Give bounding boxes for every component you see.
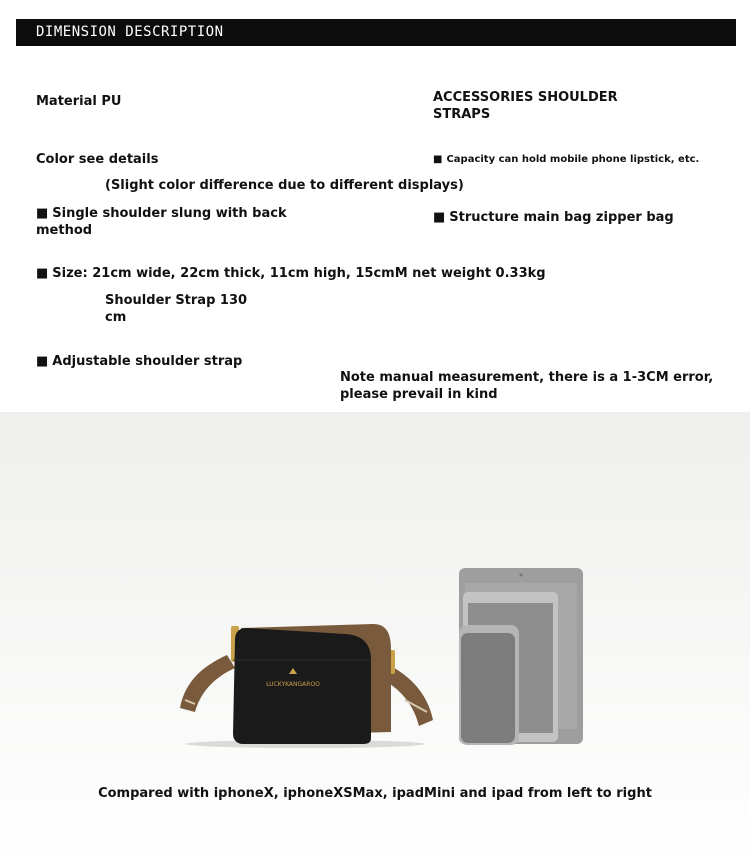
spec-capacity: ■ Capacity can hold mobile phone lipstick, etc. [433,154,699,165]
device-comparison-image [455,565,590,750]
spec-note: Note manual measurement, there is a 1-3CM error, please prevail in kind [340,370,714,402]
header-bar [16,19,736,46]
spec-color-note: (Slight color difference due to different displays) [105,178,464,193]
spec-size: ■ Size: 21cm wide, 22cm thick, 11cm high, 15cmM net weight 0.33kg [36,266,546,281]
spec-structure: ■ Structure main bag zipper bag [433,210,674,225]
spec-size-row [36,265,546,282]
spec-material: Material PU [36,94,122,109]
spec-structure-row [433,209,674,226]
spec-adjustable-row [36,353,242,370]
spec-color: Color see details [36,152,159,167]
header-title: DIMENSION DESCRIPTION [36,24,224,40]
product-bag-image [165,600,445,750]
spec-accessories: ACCESSORIES SHOULDER STRAPS [433,90,618,122]
spec-capacity-row [433,150,699,168]
spec-method-row [36,205,296,239]
spec-strap-length: Shoulder Strap 130 cm [105,293,248,325]
spec-adjustable: ■ Adjustable shoulder strap [36,354,242,369]
iphone-x-outline [461,633,515,743]
spec-method: ■ Single shoulder slung with back method [36,206,287,238]
caption: Compared with iphoneX, iphoneXSMax, ipadMini and ipad from left to right [98,786,652,801]
bag-logo-text: LUCKYKANGAROO [266,681,320,688]
